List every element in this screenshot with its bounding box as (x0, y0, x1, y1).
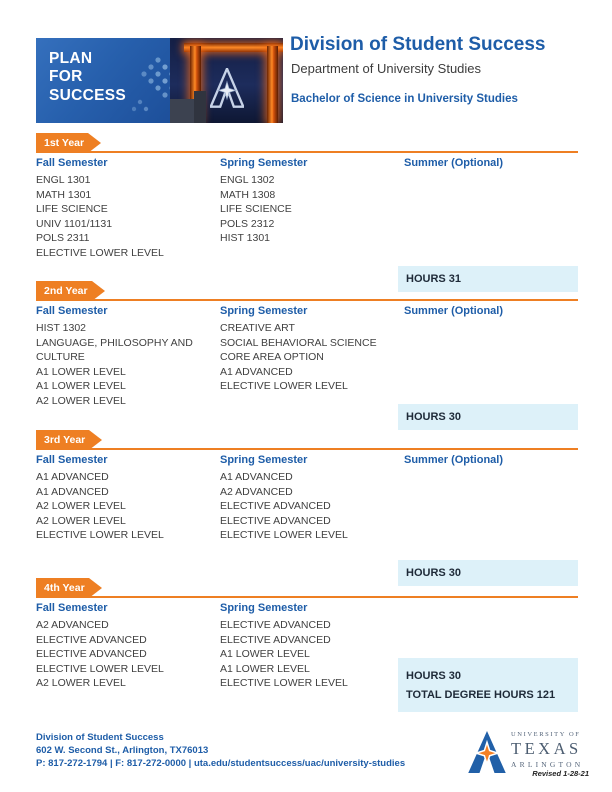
course-item: A1 ADVANCED (36, 471, 109, 483)
footer-address: 602 W. Second St., Arlington, TX76013 (36, 745, 209, 756)
course-item: A1 LOWER LEVEL (220, 648, 310, 661)
course-item: ELECTIVE ADVANCED (220, 514, 331, 527)
course-item: ELECTIVE ADVANCED (220, 619, 331, 631)
column-header-fall-3: Fall Semester (36, 454, 108, 466)
banner-line-3: SUCCESS (49, 86, 127, 104)
course-item: A2 LOWER LEVEL (36, 514, 126, 527)
course-item: LANGUAGE, PHILOSOPHY AND CULTURE (36, 336, 193, 364)
course-item: ELECTIVE ADVANCED (36, 648, 147, 661)
course-item: ENGL 1302 (220, 174, 275, 186)
course-item: A1 LOWER LEVEL (220, 662, 310, 675)
column-header-summer-3: Summer (Optional) (404, 454, 504, 466)
year-badge-1: 1st Year (36, 133, 88, 153)
course-item: SOCIAL BEHAVIORAL SCIENCE (220, 336, 377, 349)
program-title: Bachelor of Science in University Studies (291, 93, 518, 105)
hours-total-year-1: HOURS 31 (398, 266, 578, 292)
course-item: CORE AREA OPTION (220, 351, 324, 364)
section-divider-1 (36, 151, 578, 153)
course-item: ELECTIVE LOWER LEVEL (36, 662, 164, 675)
course-item: HIST 1302 (36, 322, 87, 334)
column-header-spring-3: Spring Semester (220, 454, 308, 466)
section-divider-3 (36, 448, 578, 450)
column-header-fall-4: Fall Semester (36, 602, 108, 614)
year-badge-2: 2nd Year (36, 281, 92, 301)
column-header-summer-2: Summer (Optional) (404, 305, 504, 317)
arch-right-pillar (267, 46, 278, 123)
course-list-fall-1 (36, 173, 214, 261)
course-item: A2 LOWER LEVEL (36, 677, 126, 690)
building-silhouette (170, 99, 194, 123)
banner-line-1: PLAN (49, 50, 93, 67)
course-list-spring-4 (220, 618, 398, 691)
course-item: A1 ADVANCED (220, 365, 293, 378)
campus-arch-photo (170, 38, 283, 123)
hours-total-year-4 (398, 658, 578, 712)
plan-for-success-banner (36, 38, 283, 123)
wordmark-texas: TEXAS (511, 739, 582, 758)
course-item: LIFE SCIENCE (220, 203, 292, 216)
course-item: ELECTIVE ADVANCED (36, 633, 147, 646)
total-degree-hours: TOTAL DEGREE HOURS 121 (406, 689, 556, 701)
course-item: UNIV 1101/1131 (36, 217, 113, 230)
uta-logo-a-icon (468, 731, 506, 773)
course-item: A1 ADVANCED (220, 471, 293, 483)
revised-date: Revised 1-28-21 (532, 769, 589, 778)
wordmark-arlington: ARLINGTON (511, 760, 584, 769)
banner-title (49, 50, 126, 105)
section-divider-2 (36, 299, 578, 301)
course-item: POLS 2311 (36, 232, 90, 245)
banner-blue-panel (36, 38, 170, 123)
course-item: A2 LOWER LEVEL (36, 394, 126, 407)
hours-total-year-3: HOURS 30 (398, 560, 578, 586)
uta-wordmark (511, 731, 589, 769)
column-header-fall-2: Fall Semester (36, 305, 108, 317)
course-item: ELECTIVE LOWER LEVEL (220, 677, 348, 690)
course-list-spring-2 (220, 321, 398, 394)
course-item: A2 ADVANCED (36, 619, 109, 631)
course-list-spring-1 (220, 173, 398, 246)
building-silhouette (194, 91, 206, 123)
course-item: ELECTIVE LOWER LEVEL (36, 529, 164, 542)
column-header-summer-1: Summer (Optional) (404, 157, 504, 169)
course-item: A1 LOWER LEVEL (36, 380, 126, 393)
course-item: A1 LOWER LEVEL (36, 365, 126, 378)
hours-total-year-2: HOURS 30 (398, 404, 578, 430)
course-item: ENGL 1301 (36, 174, 91, 186)
course-item: ELECTIVE LOWER LEVEL (220, 529, 348, 542)
course-item: A1 ADVANCED (36, 485, 109, 498)
course-item: ELECTIVE ADVANCED (220, 633, 331, 646)
hours-line: HOURS 30 (406, 670, 462, 682)
course-item: A2 LOWER LEVEL (36, 500, 126, 513)
course-item: HIST 1301 (220, 232, 271, 245)
course-item: LIFE SCIENCE (36, 203, 108, 216)
banner-line-2: FOR (49, 68, 83, 86)
page-title: Division of Student Success (290, 34, 546, 55)
column-header-spring-1: Spring Semester (220, 157, 308, 169)
column-header-spring-2: Spring Semester (220, 305, 308, 317)
course-list-spring-3 (220, 470, 398, 543)
course-list-fall-2 (36, 321, 214, 409)
wordmark-university-of: UNIVERSITY OF (511, 731, 581, 738)
course-list-fall-4 (36, 618, 214, 691)
course-list-fall-3 (36, 470, 214, 543)
course-item: A2 ADVANCED (220, 485, 293, 498)
course-item: ELECTIVE ADVANCED (220, 500, 331, 513)
footer-org: Division of Student Success (36, 732, 164, 743)
section-divider-4 (36, 596, 578, 598)
uta-a-emblem-icon (210, 68, 244, 108)
column-header-fall-1: Fall Semester (36, 157, 108, 169)
column-header-spring-4: Spring Semester (220, 602, 308, 614)
year-badge-3: 3rd Year (36, 430, 89, 450)
course-item: ELECTIVE LOWER LEVEL (36, 246, 164, 259)
department-subtitle: Department of University Studies (291, 61, 482, 76)
course-item: ELECTIVE LOWER LEVEL (220, 380, 348, 393)
course-item: POLS 2312 (220, 217, 275, 230)
course-item: MATH 1308 (220, 188, 276, 201)
course-item: MATH 1301 (36, 188, 92, 201)
course-item: CREATIVE ART (220, 322, 295, 334)
year-badge-4: 4th Year (36, 578, 89, 598)
footer-contact: P: 817-272-1794 | F: 817-272-0000 | uta.edu/studentsuccess/uac/university-studies (36, 758, 406, 769)
